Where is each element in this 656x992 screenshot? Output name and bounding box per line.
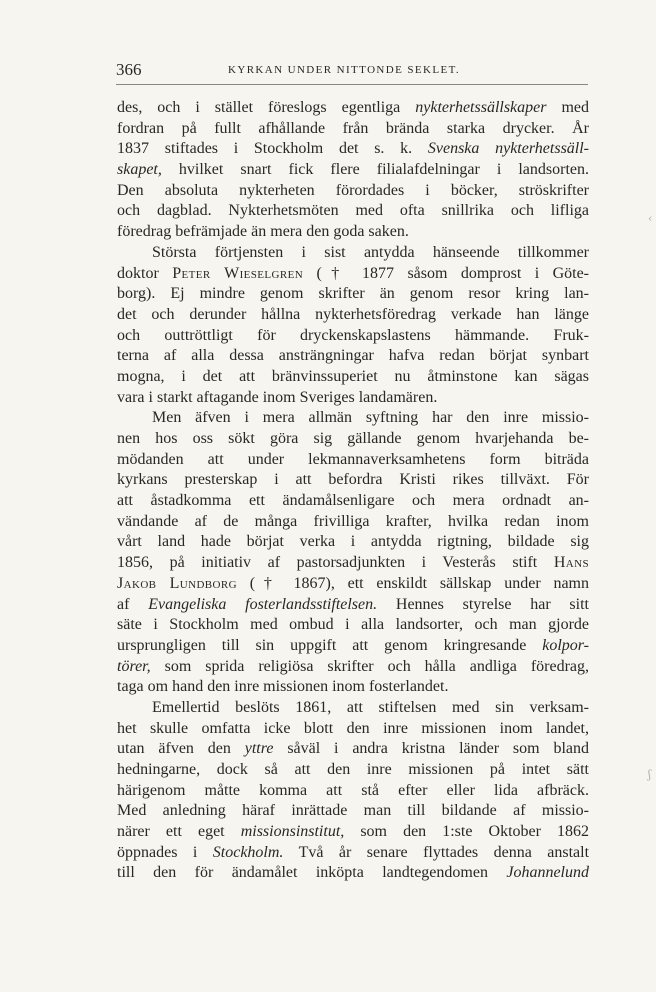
text-line	[117, 450, 589, 471]
text-line	[117, 470, 589, 491]
italic-span: Svenska nykterhetssäll-	[427, 140, 590, 158]
text-span: 1837 stiftades i Stockholm det s. k.	[117, 140, 428, 158]
text-line	[117, 160, 589, 181]
text-span: som den 1:ste Oktober 1862	[344, 823, 589, 841]
text-span: att åstadkomma ett ändamålsenligare och mera ordnadt an-	[117, 492, 589, 510]
italic-span: missionsinstitut,	[240, 823, 345, 841]
margin-mark-decorative: ‹	[648, 212, 653, 225]
text-span: säte i Stockholm med ombud i alla landsorter, och man gjorde	[117, 616, 589, 634]
page-number: 366	[116, 60, 142, 79]
text-line	[117, 739, 589, 760]
text-line	[117, 98, 589, 119]
text-line	[117, 388, 589, 409]
text-span: närer ett eget	[117, 823, 241, 841]
text-span: och outtröttligt för dryckenskapslastens hämmande. Fruk-	[117, 326, 589, 344]
text-line	[117, 843, 589, 864]
text-line	[117, 181, 589, 202]
text-span: af	[117, 595, 149, 613]
text-line	[117, 512, 589, 533]
italic-span: kolpor-	[542, 636, 589, 654]
text-span: fordran på fullt afhållande från brända starka drycker. År	[117, 119, 589, 137]
text-span: som sprida religiösa skrifter och hålla andliga föredrag,	[150, 657, 589, 675]
text-span: med	[546, 99, 590, 116]
text-span: vara i starkt aftagande inom Sveriges landamären.	[117, 388, 438, 406]
text-line	[117, 574, 589, 595]
italic-span: yttre	[244, 740, 274, 758]
text-line	[117, 760, 589, 781]
italic-span: törer,	[117, 657, 151, 675]
small-caps-name: Peter Wieselgren	[172, 264, 304, 282]
italic-span: nykterhetssällskaper	[415, 99, 547, 116]
text-span: terna af alla dessa ansträngningar hafva redan börjat synbart	[117, 347, 589, 365]
text-line	[117, 284, 589, 305]
text-span: och dagblad. Nykterhetsmöten med ofta snillrika och lifliga	[117, 202, 589, 220]
text-span: borg). Ej mindre genom skrifter än genom resor kring lan-	[117, 285, 589, 303]
text-span: Hennes styrelse har sitt	[377, 595, 589, 613]
text-span: vändande af de många frivilliga krafter, hvilka redan inom	[117, 512, 589, 530]
text-line	[117, 201, 589, 222]
text-line	[117, 822, 589, 843]
text-span: utan äfven den	[117, 740, 245, 758]
text-span: († 1877 såsom domprost i Göte-	[303, 264, 589, 282]
text-line	[117, 326, 589, 347]
text-line	[117, 698, 589, 719]
text-span: Den absoluta nykterheten förordades i böcker, ströskrifter	[117, 181, 589, 199]
text-span: kyrkans presterskap i att befordra Kristi rikes tillväxt. För	[117, 471, 589, 489]
text-line	[117, 532, 589, 553]
text-span: ursprungligen till sin uppgift att genom kringresande	[117, 636, 543, 654]
text-span: Men äfven i mera allmän syftning har den inre missio-	[152, 409, 589, 427]
text-span: des, och i stället föreslogs egentliga	[117, 99, 416, 116]
text-span: vårt land hade börjat verka i antydda rigtning, bildade sig	[117, 533, 589, 551]
text-span: Två år senare flyttades denna anstalt	[283, 843, 590, 861]
text-line	[117, 863, 589, 884]
text-span: det och derunder hållna nykterhetsföredrag verkade han länge	[117, 305, 589, 323]
margin-mark-decorative: ʃ	[648, 768, 651, 781]
text-span: hvilket snart fick flere filialafdelningar i landsorten.	[161, 161, 589, 179]
text-line	[117, 243, 589, 264]
text-line	[117, 119, 589, 140]
text-span: härigenom måtte komma att stå efter eller lida afbräck.	[117, 781, 589, 799]
text-span: Emellertid beslöts 1861, att stiftelsen med sin verksam-	[152, 698, 589, 716]
text-line	[117, 719, 589, 740]
page-header	[116, 54, 588, 85]
text-span: mödanden att under lekmannaverksamhetens form biträda	[117, 450, 589, 468]
text-line	[117, 222, 589, 243]
text-line	[117, 367, 589, 388]
text-line	[117, 553, 589, 574]
text-line	[117, 677, 589, 698]
text-line	[117, 657, 589, 678]
text-line	[117, 305, 589, 326]
text-span: hedningarne, dock så att den inre missionen på intet sätt	[117, 761, 589, 778]
text-line	[117, 801, 589, 822]
text-span: doktor	[117, 264, 173, 282]
text-line	[117, 139, 589, 160]
text-line	[117, 636, 589, 657]
text-span: såväl i andra kristna länder som bland	[273, 740, 590, 758]
text-line	[117, 615, 589, 636]
text-span: Största förtjensten i sist antydda hänseende tillkommer	[152, 243, 589, 261]
text-span: mogna, i det att bränvinssuperiet nu åtminstone kan sägas	[117, 367, 589, 385]
text-line	[117, 264, 589, 285]
italic-span: Stockholm.	[212, 843, 284, 861]
text-line	[117, 595, 589, 616]
text-span: Med anledning häraf inrättade man till bildande af missio-	[117, 802, 589, 820]
text-span: till den för ändamålet inköpta landtegendomen	[117, 864, 507, 882]
small-caps-name: Hans	[553, 554, 589, 572]
text-span: nen hos oss sökt göra sig gällande genom hvarjehanda be-	[117, 430, 589, 447]
text-line	[117, 408, 589, 429]
italic-span: skapet,	[117, 161, 162, 179]
italic-span: Johannelund	[506, 864, 589, 882]
text-span: 1856, på initiativ af pastorsadjunkten i Vesterås stift	[117, 554, 554, 572]
text-line	[117, 429, 589, 450]
text-line	[117, 781, 589, 802]
text-line	[117, 346, 589, 367]
body-text	[117, 98, 589, 884]
text-span: öppnades i	[117, 843, 213, 861]
text-line	[117, 491, 589, 512]
text-span: het skulle omfatta icke blott den inre missionen inom landet,	[117, 719, 589, 737]
text-span: taga om hand den inre missionen inom fosterlandet.	[117, 678, 449, 696]
small-caps-name: Jakob Lundborg	[117, 574, 237, 592]
running-title: KYRKAN UNDER NITTONDE SEKLET.	[228, 64, 461, 76]
text-span: föredrag befrämjade än mera den goda saken.	[117, 223, 409, 241]
text-span: († 1867), ett enskildt sällskap under namn	[236, 574, 589, 592]
italic-span: Evangeliska fosterlandsstiftelsen.	[148, 595, 378, 613]
